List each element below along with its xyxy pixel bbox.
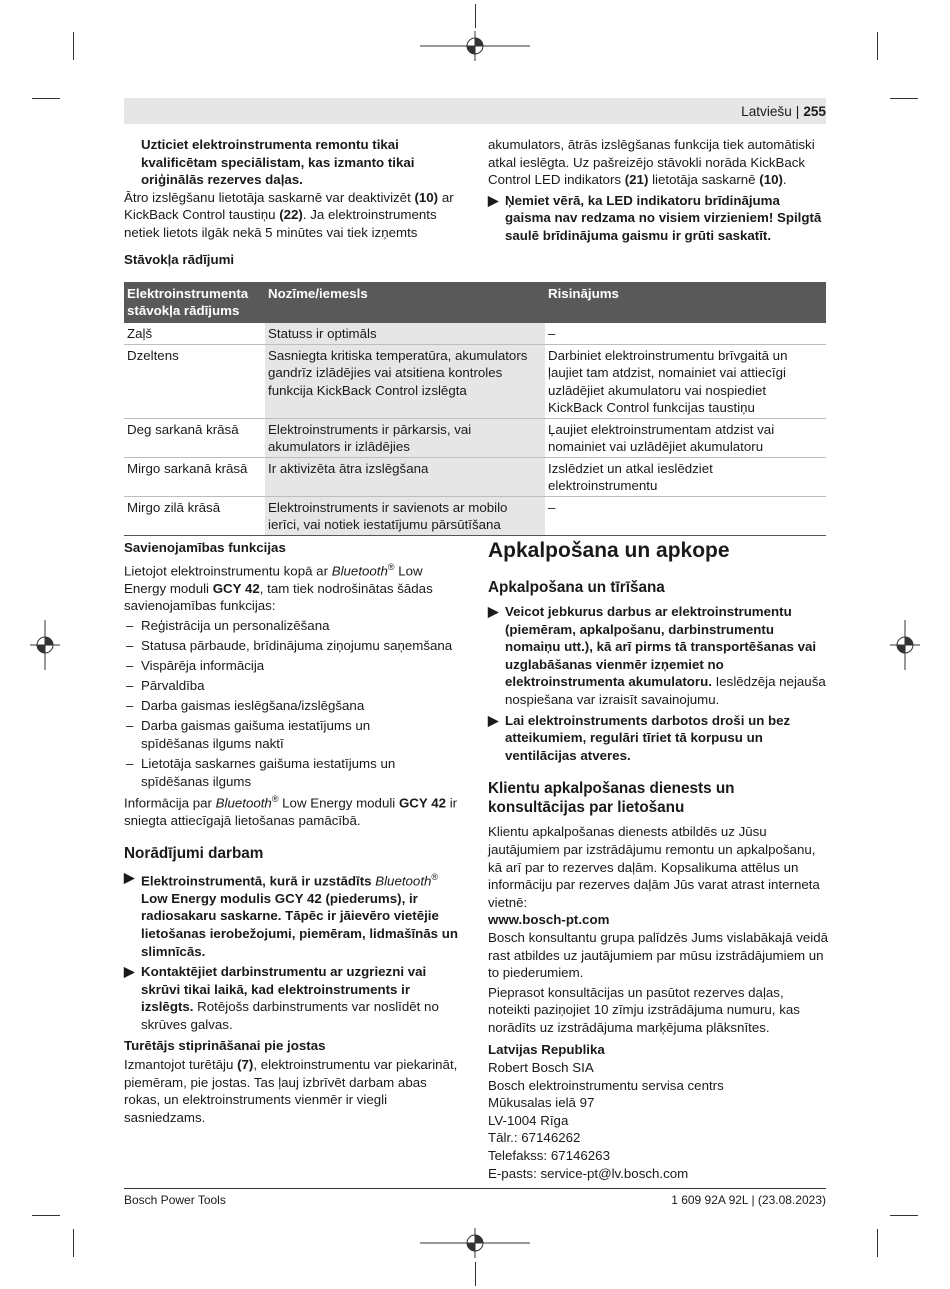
battery-removal-warning xyxy=(488,603,828,709)
email-line[interactable]: E-pasts: service-pt@lv.bosch.com xyxy=(488,1165,689,1181)
table-row xyxy=(124,457,826,496)
crop-mark xyxy=(877,1229,878,1257)
address-line: LV-1004 Rīga xyxy=(488,1112,569,1128)
list-item xyxy=(124,717,441,752)
table-cell: Ir aktivizēta ātra izslēgšana xyxy=(265,457,545,496)
text: Low Energy moduli xyxy=(278,795,399,811)
table-cell: Ļaujiet elektroinstrumentam atdzist vai nomainiet vai uzlādējiet akumulatoru xyxy=(545,418,826,457)
bullet-icon: ▶ xyxy=(124,869,135,885)
text: Kontaktējiet darbinstrumentu ar uzgriezni vai skrūvi tikai laikā, kad elektroinstruments ir izslēgts. xyxy=(141,964,427,1015)
registration-mark-icon xyxy=(420,1228,530,1258)
crop-mark xyxy=(475,1262,476,1286)
table-cell: – xyxy=(545,496,826,535)
text: Low Energy modulis GCY 42 (piederums), ir radiosakaru saskarne. Tāpēc ir jāievēro vietējie lietošanas ierobežojumi, piemēram, lidmašīnās un slimnīcās. xyxy=(141,890,459,959)
status-heading: Stāvokļa rādījumi xyxy=(124,251,235,267)
table-cell: Dzeltens xyxy=(124,344,265,418)
list-item xyxy=(124,677,464,695)
table-cell: Zaļš xyxy=(124,323,265,344)
address-line: Bosch elektroinstrumentu servisa centrs xyxy=(488,1077,724,1093)
registration-mark-icon xyxy=(890,620,920,670)
service-paragraph: Klientu apkalpošanas dienests atbildēs uz Jūsu jautājumiem par izstrādājumu remontu un apkalpošanu, kā arī par to rezerves daļām. Kopsalikuma attēlus un informāciju par rezerves daļām Jūs varat atrast interneta vietnē: xyxy=(488,824,820,910)
column-header: Elektroinstrumenta stāvokļa rādījums xyxy=(124,282,265,323)
left-column xyxy=(124,539,464,1126)
text: Veicot jebkurus darbus ar elektroinstrumentu (piemēram, apkalpošanu, darbinstrumentu nomaiņu utt.), kā arī pirms tā transportēšanas vai uzglabāšanas vienmēr izņemiet no elektroinstrumenta akumulatoru. xyxy=(505,604,817,690)
crop-mark xyxy=(890,1215,918,1216)
table-cell: Mirgo sarkanā krāsā xyxy=(124,457,265,496)
text: akumulators, ātrās izslēgšanas funkcija tiek automātiski atkal ieslēgta. Uz pašreizējo stāvokli norāda KickBack Control LED indikators xyxy=(488,137,815,188)
led-warning-text: Ņemiet vērā, ka LED indikatoru brīdinājuma gaisma nav redzama no visiem virzieniem! Spilgtā saulē brīdinājuma gaismu ir grūti saskatīt. xyxy=(505,192,822,243)
crop-mark xyxy=(877,32,878,60)
address-line: Robert Bosch SIA xyxy=(488,1060,594,1076)
text: Low Energy moduli xyxy=(124,563,423,596)
bullet-icon: ▶ xyxy=(124,964,135,980)
left-intro xyxy=(124,136,464,268)
page-header xyxy=(741,103,826,121)
crop-mark xyxy=(73,32,74,60)
text: Izmantojot turētāju xyxy=(124,1057,238,1073)
ref-number: (10) xyxy=(414,189,439,205)
address-block xyxy=(488,1059,828,1182)
text: . xyxy=(782,172,787,188)
list-item-text: Darba gaismas gaišuma iestatījums un spīdēšanas ilgums naktī xyxy=(141,718,371,751)
table-cell: Mirgo zilā krāsā xyxy=(124,496,265,535)
footer-brand: Bosch Power Tools xyxy=(124,1193,226,1207)
table-header-row xyxy=(124,282,826,323)
table-cell: Deg sarkanā krāsā xyxy=(124,418,265,457)
bluetooth-info xyxy=(124,791,464,830)
led-warning xyxy=(488,192,828,245)
list-item-text: Lietotāja saskarnes gaišuma iestatījums un spīdēšanas ilgums xyxy=(141,755,396,789)
crop-mark xyxy=(475,4,476,28)
repair-warning: Uzticiet elektroinstrumenta remontu tikai kvalificētam speciālistam, kas izmanto tikai oriģinālās rezerves daļas. xyxy=(141,137,415,188)
table-cell: Elektroinstruments ir pārkarsis, vai akumulators ir izlādējies xyxy=(265,418,545,457)
maintenance-heading: Apkalpošana un apkope xyxy=(488,539,730,562)
dash-icon: – xyxy=(126,698,134,714)
dash-icon: – xyxy=(126,617,134,633)
status-table xyxy=(124,282,826,536)
footer-rule xyxy=(124,1188,826,1189)
cleaning-warning xyxy=(488,712,828,765)
list-item-text: Statusa pārbaude, brīdinājuma ziņojumu saņemšana xyxy=(141,637,453,653)
bullet-icon: ▶ xyxy=(488,712,499,728)
consultant-paragraph: Bosch konsultantu grupa palīdzēs Jums vislabākajā veidā rast atbildes uz jautājumiem par mūsu izstrādājumiem un to piederumiem. xyxy=(488,929,829,981)
footer-doc-number: 1 609 92A 92L | (23.08.2023) xyxy=(671,1193,826,1207)
order-paragraph: Pieprasot konsultācijas un pasūtot rezerves daļas, noteikti paziņojiet 10 zīmju izstrādājuma numuru, kas norādīts uz izstrādājuma marķējuma plāksnītes. xyxy=(488,984,800,1035)
customer-service-heading: Klientu apkalpošanas dienests un konsultācijas par lietošanu xyxy=(488,780,735,817)
list-item xyxy=(124,657,464,675)
registered-mark: ® xyxy=(271,794,279,805)
module-name: GCY 42 xyxy=(212,580,260,596)
text: Lai elektroinstruments darbotos droši un bez atteikumiem, regulāri tīriet tā korpusu un ventilācijas atveres. xyxy=(505,712,791,763)
dash-icon: – xyxy=(126,657,134,673)
registration-mark-icon xyxy=(30,620,60,670)
ref-number: (7) xyxy=(237,1057,254,1073)
connectivity-heading: Savienojamības funkcijas xyxy=(124,540,286,555)
column-header: Nozīme/iemesls xyxy=(265,282,545,323)
address-line: Telefakss: 67146263 xyxy=(488,1148,610,1164)
table-row xyxy=(124,418,826,457)
crop-mark xyxy=(32,98,60,99)
bullet-icon: ▶ xyxy=(488,604,499,619)
list-item xyxy=(124,637,464,655)
page-number: 255 xyxy=(803,104,826,119)
ref-number: (10) xyxy=(759,172,783,188)
table-row xyxy=(124,323,826,344)
header-separator: | xyxy=(795,104,800,119)
dash-icon: – xyxy=(126,637,134,653)
right-column xyxy=(488,538,828,1182)
text: . Ja elektroinstruments netiek lietots ilgāk nekā 5 minūtes vai tiek izņemts xyxy=(124,207,437,240)
header-bar xyxy=(124,98,826,124)
list-item-text: Vispārēja informācija xyxy=(141,657,265,673)
right-intro xyxy=(488,136,828,245)
text: Informācija par xyxy=(124,795,216,811)
address-line: Mūkusalas ielā 97 xyxy=(488,1095,595,1111)
work-instructions-heading: Norādījumi darbam xyxy=(124,844,264,862)
list-item-text: Pārvaldība xyxy=(141,678,205,694)
table-row xyxy=(124,344,826,418)
screw-warning xyxy=(124,963,464,1033)
country-heading: Latvijas Republika xyxy=(488,1042,605,1058)
table-row xyxy=(124,496,826,535)
connectivity-intro xyxy=(124,559,464,615)
table-cell: Izslēdziet un atkal ieslēdziet elektroinstrumentu xyxy=(545,457,826,496)
header-language: Latviešu xyxy=(741,104,792,119)
list-item xyxy=(124,617,464,635)
dash-icon: – xyxy=(126,718,134,734)
ref-number: (22) xyxy=(279,207,303,223)
bullet-icon: ▶ xyxy=(488,192,499,208)
bluetooth-term: Bluetooth xyxy=(375,873,432,889)
crop-mark xyxy=(32,1215,60,1216)
text: Ātro izslēgšanu lietotāja saskarnē var deaktivizēt xyxy=(124,189,415,205)
list-item xyxy=(124,755,441,790)
text: Lietojot elektroinstrumentu kopā ar xyxy=(124,563,332,579)
dash-icon: – xyxy=(126,755,134,771)
text: Rotējošs darbinstruments var noslīdēt no skrūves galvas. xyxy=(141,999,439,1032)
text: ir sniegta attiecīgajā lietošanas pamācībā. xyxy=(124,795,458,829)
text: ar KickBack Control taustiņu xyxy=(124,189,454,223)
feature-list xyxy=(124,617,464,790)
table-cell: Darbiniet elektroinstrumentu brīvgaitā un ļaujiet tam atdzist, nomainiet vai attiecīgi uzlādējiet akumulatoru vai nospiediet KickBack Control funkcijas taustiņu xyxy=(545,344,826,418)
quick-off-paragraph xyxy=(124,189,464,242)
table-cell: Statuss ir optimāls xyxy=(265,323,545,344)
table-cell: Sasniegta kritiska temperatūra, akumulators gandrīz izlādējies vai atsitiena kontroles funkcija KickBack Control izslēgta xyxy=(265,344,545,418)
ref-number: (21) xyxy=(624,172,649,188)
belt-clip-paragraph xyxy=(124,1056,464,1126)
module-name: GCY 42 xyxy=(398,795,447,811)
registered-mark: ® xyxy=(431,871,439,882)
crop-mark xyxy=(73,1229,74,1257)
text: Elektroinstrumentā, kurā ir uzstādīts xyxy=(141,873,376,889)
text: , tam tiek nodrošinātas šādas savienojamības funkcijas: xyxy=(124,580,433,614)
crop-mark xyxy=(890,98,918,99)
list-item xyxy=(124,697,464,715)
website-link[interactable]: www.bosch-pt.com xyxy=(488,912,610,928)
bluetooth-term: Bluetooth xyxy=(215,795,272,811)
text: , elektroinstrumentu var piekarināt, piemēram, pie jostas. Tas ļauj izbrīvēt darbam abas rokas, un elektroinstruments vienmēr ir viegli sasniedzams. xyxy=(124,1057,458,1125)
address-line: Tālr.: 67146262 xyxy=(488,1130,581,1146)
text: lietotāja saskarnē xyxy=(648,172,760,188)
registered-mark: ® xyxy=(387,561,395,572)
dash-icon: – xyxy=(126,678,134,694)
bluetooth-term: Bluetooth xyxy=(331,563,388,579)
belt-clip-heading: Turētājs stiprināšanai pie jostas xyxy=(124,1037,326,1053)
list-item-text: Reģistrācija un personalizēšana xyxy=(141,617,330,633)
text: Ieslēdzēja nejauša nospiešana var izraisīt savainojumu. xyxy=(505,674,826,707)
column-header: Risinājums xyxy=(545,282,826,323)
table-cell: – xyxy=(545,323,826,344)
list-item-text: Darba gaismas ieslēgšana/izslēgšana xyxy=(141,698,365,714)
radio-warning xyxy=(124,869,464,960)
cleaning-heading: Apkalpošana un tīrīšana xyxy=(488,579,665,596)
table-cell: Elektroinstruments ir savienots ar mobilo ierīci, vai notiek iestatījumu pārsūtīšana xyxy=(265,496,545,535)
auto-reactivate-paragraph xyxy=(488,136,828,189)
registration-mark-icon xyxy=(420,31,530,61)
